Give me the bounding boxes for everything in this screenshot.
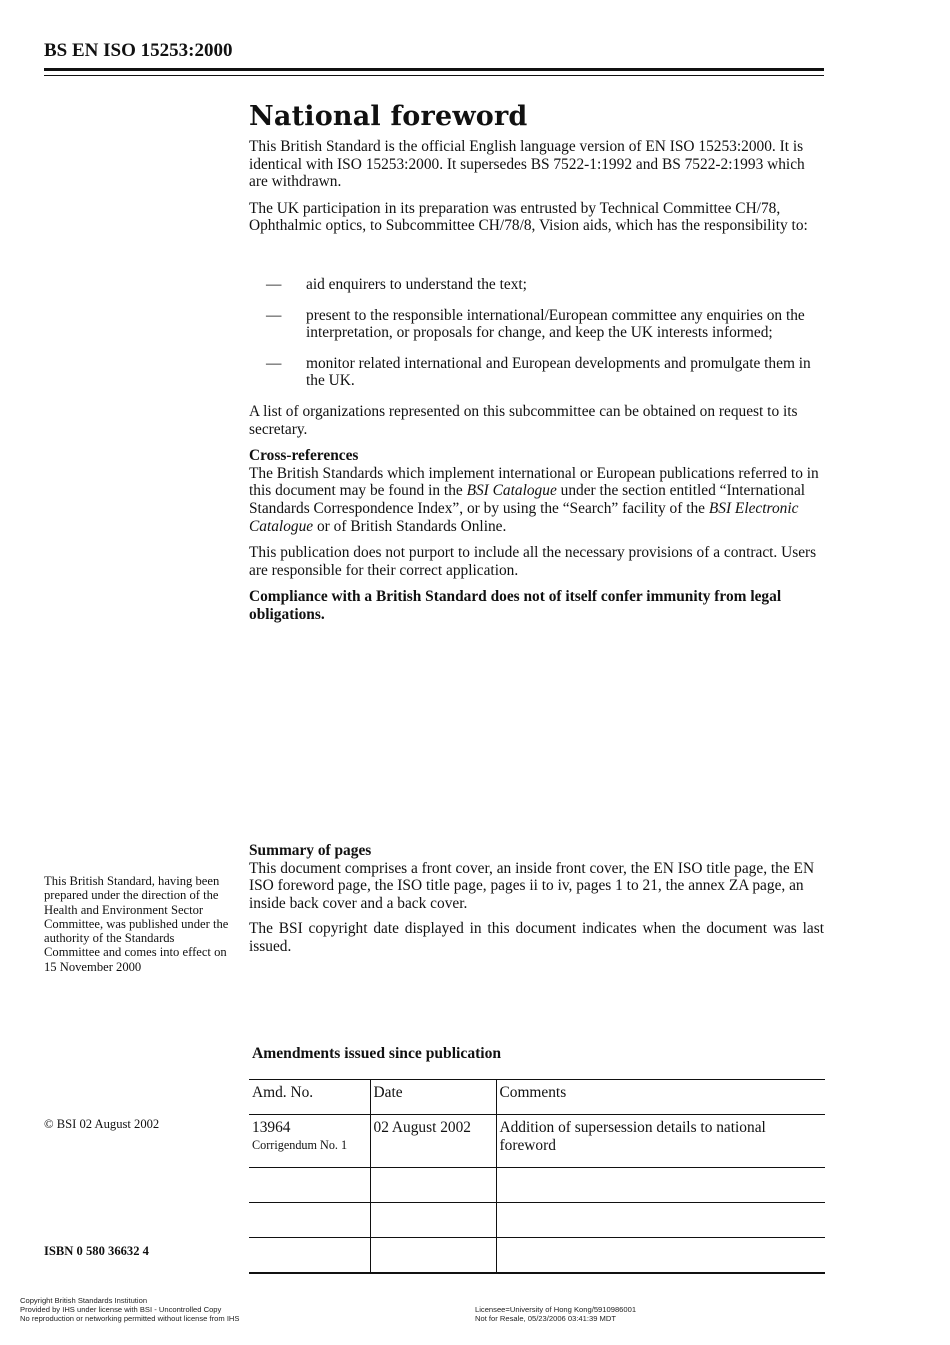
- footer-provided: Provided by IHS under license with BSI - Uncontrolled Copy: [20, 1305, 222, 1314]
- foreword-paragraph-1: This British Standard is the official English language version of EN ISO 15253:2000. It is identical with ISO 15253:2000. It supersedes BS 7522-1:1992 and BS 7522-2:1993 which are withdrawn.: [249, 138, 805, 191]
- bsi-copyright: © BSI 02 August 2002: [44, 1117, 160, 1131]
- list-item-text: aid enquirers to understand the text;: [306, 275, 527, 293]
- list-item-text: monitor related international and European developments and promulgate them in the UK.: [306, 354, 811, 390]
- header-amd-no: Amd. No.: [252, 1084, 314, 1101]
- list-item: [249, 307, 824, 342]
- responsibility-list: [249, 276, 824, 390]
- footer-copyright: Copyright British Standards Institution: [20, 1296, 148, 1305]
- isbn: ISBN 0 580 36632 4: [44, 1244, 149, 1258]
- summary-heading: Summary of pages: [249, 842, 372, 859]
- table-header-row: [249, 1080, 825, 1115]
- crossref-text-c: or of British Standards Online.: [313, 517, 507, 535]
- compliance-statement: Compliance with a British Standard does not of itself confer immunity from legal obligations.: [249, 588, 782, 623]
- foreword-paragraph-3: A list of organizations represented on this subcommittee can be obtained on request to its secretary.: [249, 402, 798, 438]
- footer-right: [475, 1305, 636, 1323]
- cell-comments: Addition of supersession details to national foreword: [496, 1115, 825, 1168]
- vertical-watermark: [109, 436, 119, 572]
- cross-references-heading: Cross-references: [249, 447, 359, 465]
- amendments-title: Amendments issued since publication: [252, 1045, 502, 1062]
- amd-number: 13964: [252, 1119, 291, 1136]
- publication-note: This British Standard, having been prepared under the direction of the Health and Environment Sector Committee, was published under the authority of the Standards Committee and comes into effect on 15 November 2000: [44, 874, 229, 974]
- cell-amd-no: [249, 1115, 370, 1168]
- document-id-header: BS EN ISO 15253:2000: [44, 40, 233, 61]
- foreword-paragraph-2: The UK participation in its preparation was entrusted by Technical Committee CH/78, Ophthalmic optics, to Subcommittee CH/78/8, Vision aids, which has the responsibility to:: [249, 199, 808, 235]
- foreword-body: [249, 100, 824, 632]
- bsi-electronic-catalogue-title: BSI Electronic Catalogue: [249, 499, 799, 535]
- header-rule-thin: [44, 75, 824, 76]
- corrigendum-note: Corrigendum No. 1: [252, 1137, 348, 1152]
- summary-of-pages: [249, 842, 824, 964]
- dash-bullet: —: [266, 275, 282, 293]
- header-rule-thick: [44, 68, 824, 71]
- cell-date: 02 August 2002: [370, 1115, 496, 1168]
- dash-bullet: —: [266, 354, 282, 372]
- header-comments: Comments: [496, 1080, 825, 1115]
- crossref-text-b: under the section entitled “International Standards Correspondence Index”, or by using the “Search” facility of the: [249, 482, 806, 517]
- footer-reproduction: No reproduction or networking permitted without license from IHS: [20, 1314, 240, 1323]
- amendments-table: [249, 1079, 825, 1274]
- footer-left: [20, 1296, 239, 1323]
- dash-bullet: —: [266, 306, 282, 324]
- footer-not-for-resale: Not for Resale, 05/23/2006 03:41:39 MDT: [475, 1314, 616, 1323]
- list-item: [249, 355, 824, 390]
- table-row: [249, 1115, 825, 1168]
- list-item-text: present to the responsible international/European committee any enquiries on the interpretation, or proposals for change, and keep the UK interests informed;: [306, 306, 805, 342]
- footer-licensee: Licensee=University of Hong Kong/5910986001: [475, 1305, 637, 1314]
- table-row: [249, 1168, 825, 1203]
- list-item: [249, 276, 824, 294]
- bsi-catalogue-title: BSI Catalogue: [466, 482, 557, 500]
- table-row: [249, 1203, 825, 1238]
- cross-references-paragraph: [249, 465, 824, 535]
- table-row: [249, 1238, 825, 1273]
- crossref-text-a: The British Standards which implement international or European publications referred to in this document may be found in the: [249, 464, 819, 500]
- copyright-date-note: The BSI copyright date displayed in this document indicates when the document was last issued.: [249, 920, 824, 955]
- foreword-paragraph-4: This publication does not purport to include all the necessary provisions of a contract. Users are responsible for their correct application.: [249, 544, 817, 579]
- page-title: National foreword: [249, 101, 528, 132]
- summary-text: This document comprises a front cover, an inside front cover, the EN ISO title page, the EN ISO foreword page, the ISO title page, pages ii to iv, pages 1 to 21, the annex ZA page, an inside back cover and a back cover.: [249, 859, 815, 912]
- header-date: Date: [370, 1080, 496, 1115]
